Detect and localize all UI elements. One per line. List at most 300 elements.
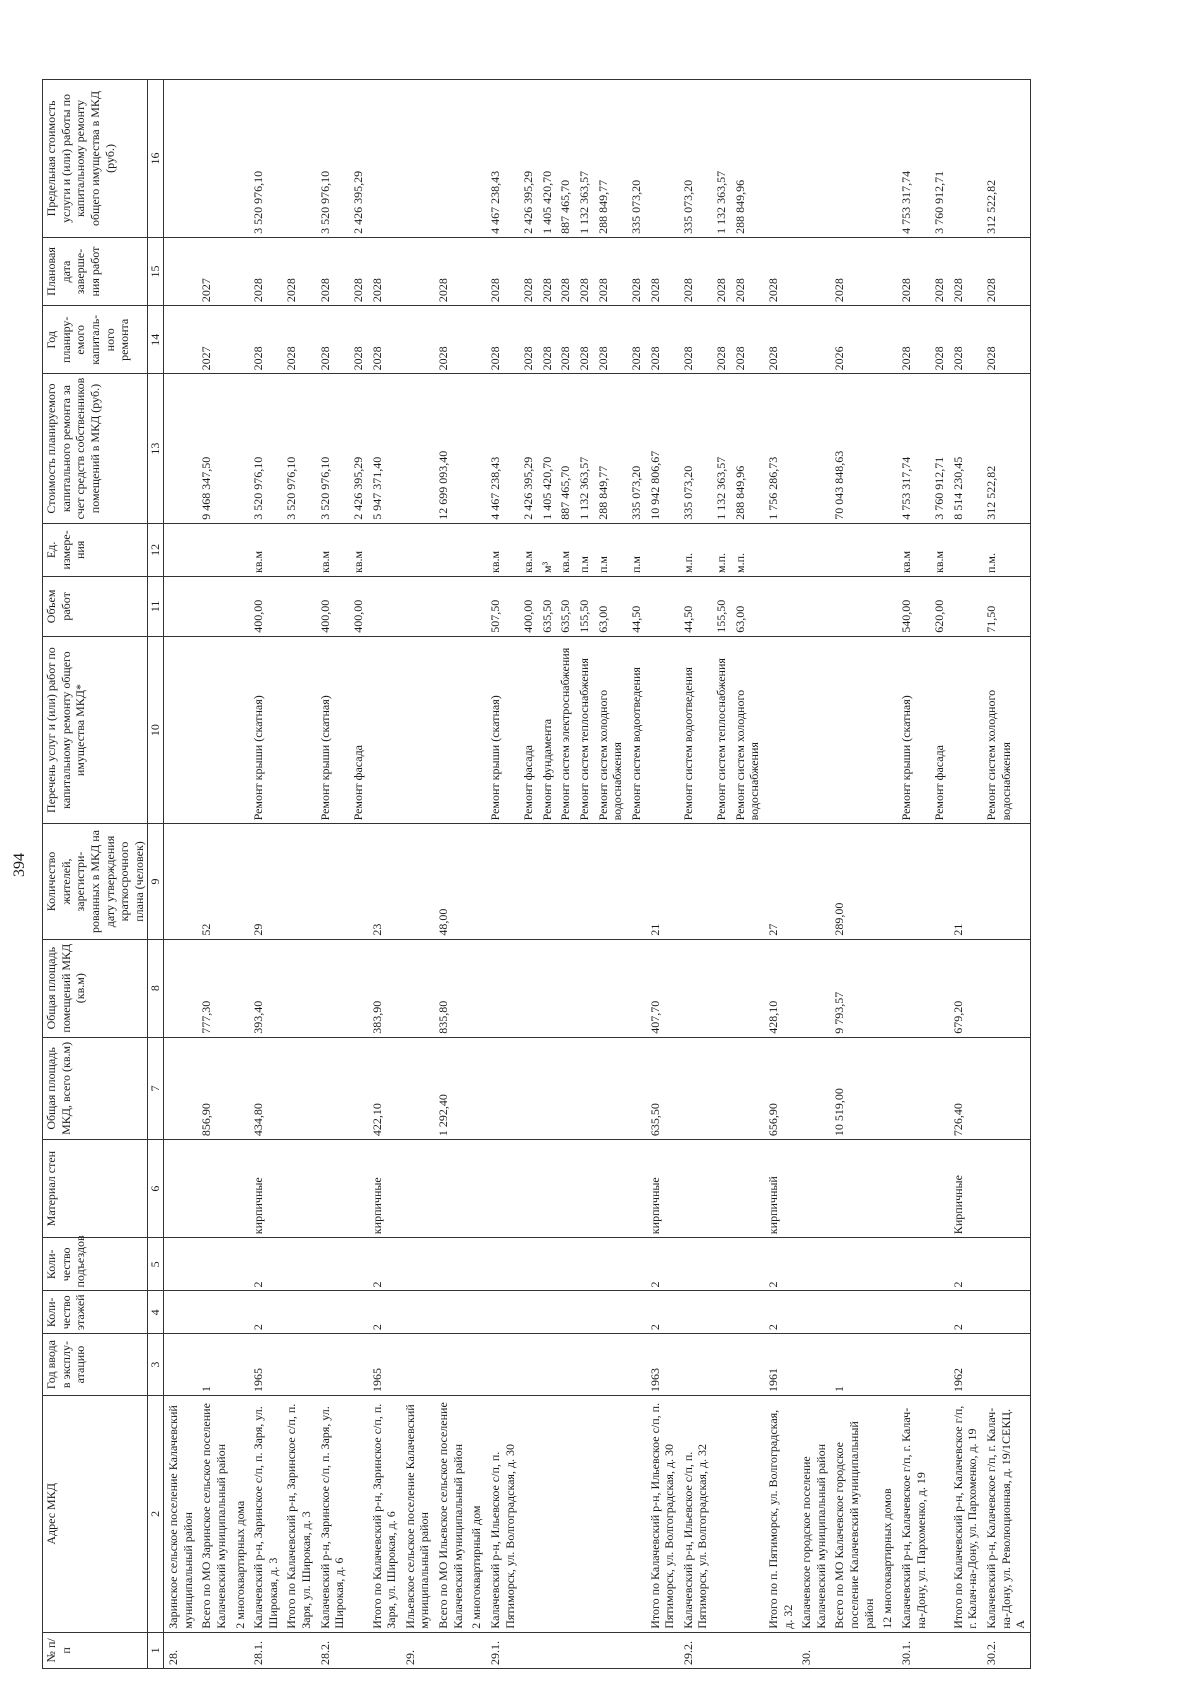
table-cell: 2	[646, 1291, 679, 1334]
column-header: Перечень услуг и (или) работ по капитальному ремонту общего имущества МКД*	[43, 636, 148, 824]
table-cell	[519, 1334, 538, 1396]
table-cell	[282, 1632, 315, 1668]
table-cell	[982, 1291, 1030, 1334]
table-cell	[519, 1037, 538, 1139]
table-row	[627, 80, 646, 1669]
table-cell: 30.1.	[897, 1632, 930, 1668]
table-cell	[712, 1140, 731, 1238]
column-number: 5	[148, 1238, 164, 1291]
table-cell: Ремонт систем холодного водоснабжения	[594, 636, 627, 824]
table-cell: кв.м	[349, 523, 368, 576]
table-cell	[797, 306, 830, 374]
table-cell	[519, 939, 538, 1037]
table-cell	[731, 1291, 764, 1334]
table-cell	[164, 306, 198, 374]
table-cell: 383,90	[368, 939, 401, 1037]
table-row	[764, 80, 797, 1669]
table-cell	[349, 1140, 368, 1238]
table-cell	[575, 939, 594, 1037]
table-cell: 2028	[897, 237, 930, 305]
table-cell: 2028	[249, 306, 282, 374]
table-cell: 2028	[575, 306, 594, 374]
table-cell	[830, 1140, 878, 1238]
table-cell: кв.м	[316, 523, 349, 576]
table-cell	[797, 374, 830, 523]
table-cell	[231, 636, 250, 824]
table-cell	[712, 1238, 731, 1291]
table-cell: 2028	[282, 237, 315, 305]
table-cell	[231, 939, 250, 1037]
table-cell: 1 756 286,73	[764, 374, 797, 523]
table-cell	[538, 1238, 557, 1291]
table-row	[575, 80, 594, 1669]
table-cell	[556, 1037, 575, 1139]
table-cell	[878, 939, 897, 1037]
table-cell: 393,40	[249, 939, 282, 1037]
table-cell: 155,50	[712, 577, 731, 637]
table-cell	[467, 374, 486, 523]
table-cell: 2027	[197, 237, 230, 305]
table-row	[878, 80, 897, 1669]
table-cell: 44,50	[679, 577, 712, 637]
table-cell: 2027	[197, 306, 230, 374]
column-number-row	[148, 80, 164, 1669]
table-cell	[486, 1334, 519, 1396]
table-cell: 63,00	[594, 577, 627, 637]
table-cell: 428,10	[764, 939, 797, 1037]
table-cell: 1	[830, 1334, 878, 1396]
table-cell: 2028	[646, 306, 679, 374]
table-cell	[764, 80, 797, 238]
table-cell	[197, 1140, 230, 1238]
table-cell: 400,00	[316, 577, 349, 637]
table-cell	[878, 824, 897, 939]
table-cell	[627, 824, 646, 939]
table-cell: 3 760 912,71	[930, 374, 949, 523]
table-cell: 1962	[949, 1334, 982, 1396]
table-cell	[731, 824, 764, 939]
table-cell: 2028	[316, 306, 349, 374]
table-cell	[556, 824, 575, 939]
table-cell: 2	[949, 1291, 982, 1334]
table-cell: 71,50	[982, 577, 1030, 637]
table-cell: 29.1.	[486, 1632, 519, 1668]
table-cell	[467, 1632, 486, 1668]
table-cell: 335 073,20	[679, 80, 712, 238]
table-cell	[930, 1334, 949, 1396]
table-cell	[897, 1037, 930, 1139]
table-cell: 335 073,20	[627, 374, 646, 523]
table-cell: 52	[197, 824, 230, 939]
table-cell	[467, 1037, 486, 1139]
table-cell: кирпичные	[368, 1140, 401, 1238]
table-cell	[316, 1037, 349, 1139]
table-cell: 5 947 371,40	[368, 374, 401, 523]
table-cell	[797, 824, 830, 939]
table-cell: 2028	[249, 237, 282, 305]
table-cell	[316, 1140, 349, 1238]
table-cell	[467, 577, 486, 637]
column-number: 16	[148, 80, 164, 238]
table-cell	[797, 237, 830, 305]
table-cell	[797, 636, 830, 824]
table-cell: Калачевский р-н, Калачевское г/п, г. Калач-на-Дону, ул. Пархоменко, д. 19	[897, 1396, 930, 1633]
table-cell	[434, 1238, 467, 1291]
table-cell	[197, 636, 230, 824]
table-cell: Калачевский р-н, Калачевское г/п, г. Калач-на-Дону, ул. Революционная, д. 19/1СЕКЦ. А	[982, 1396, 1030, 1633]
table-cell	[878, 80, 897, 238]
table-cell: 620,00	[930, 577, 949, 637]
table-cell: п.м	[594, 523, 627, 576]
table-cell: Ремонт фасада	[519, 636, 538, 824]
table-cell: Ремонт систем теплоснабжения	[712, 636, 731, 824]
table-cell: 28.1.	[249, 1632, 282, 1668]
table-cell: 2028	[519, 237, 538, 305]
table-cell	[231, 374, 250, 523]
table-cell	[575, 1396, 594, 1633]
table-cell: 4 753 317,74	[897, 374, 930, 523]
table-cell: 288 849,77	[594, 80, 627, 238]
table-cell	[575, 1140, 594, 1238]
table-cell	[231, 1140, 250, 1238]
table-cell: Ремонт крыши (скатная)	[486, 636, 519, 824]
table-cell: м.п.	[731, 523, 764, 576]
table-cell	[731, 1632, 764, 1668]
table-cell: 2028	[316, 237, 349, 305]
table-cell: 2028	[575, 237, 594, 305]
table-cell	[797, 1238, 830, 1291]
table-cell	[878, 523, 897, 576]
table-cell: 2	[249, 1291, 282, 1334]
table-cell	[949, 577, 982, 637]
table-cell: 2 426 395,29	[519, 374, 538, 523]
table-row	[646, 80, 679, 1669]
table-cell	[830, 523, 878, 576]
table-row	[316, 80, 349, 1669]
table-cell: 23	[368, 824, 401, 939]
table-cell: 887 465,70	[556, 80, 575, 238]
table-cell: 2	[764, 1238, 797, 1291]
table-cell: Ремонт систем холодного водоснабжения	[982, 636, 1030, 824]
table-cell	[878, 374, 897, 523]
table-cell	[316, 824, 349, 939]
table-cell: 3 520 976,10	[249, 374, 282, 523]
table-cell	[349, 1396, 368, 1633]
table-cell	[231, 80, 250, 238]
table-cell	[164, 1238, 198, 1291]
table-cell: 2028	[982, 306, 1030, 374]
table-cell	[282, 1291, 315, 1334]
table-row	[830, 80, 878, 1669]
table-row	[519, 80, 538, 1669]
table-cell	[627, 1291, 646, 1334]
table-cell	[897, 1140, 930, 1238]
table-header-row	[43, 80, 148, 1669]
table-cell: 2028	[982, 237, 1030, 305]
table-cell: 2028	[679, 306, 712, 374]
column-header: Материал стен	[43, 1140, 148, 1238]
table-cell	[627, 1238, 646, 1291]
table-cell	[467, 80, 486, 238]
table-cell	[467, 636, 486, 824]
column-number: 7	[148, 1037, 164, 1139]
table-cell	[164, 1334, 198, 1396]
table-cell	[538, 1396, 557, 1633]
table-cell	[930, 1037, 949, 1139]
table-cell: 288 849,96	[731, 80, 764, 238]
table-cell	[878, 1037, 897, 1139]
table-cell: 2028	[712, 237, 731, 305]
table-cell	[627, 1632, 646, 1668]
table-cell	[349, 1291, 368, 1334]
table-cell	[231, 577, 250, 637]
table-cell	[538, 1291, 557, 1334]
table-cell: 2028	[486, 306, 519, 374]
table-cell	[679, 1037, 712, 1139]
table-row	[486, 80, 519, 1669]
table-cell	[401, 939, 434, 1037]
table-cell: 400,00	[519, 577, 538, 637]
column-header: Стоимость планируемого капитального ремонта за счет средств собственников помещений в МКД (руб.)	[43, 374, 148, 523]
table-cell: 434,80	[249, 1037, 282, 1139]
table-cell: 2028	[731, 306, 764, 374]
table-cell: 2028	[594, 237, 627, 305]
table-cell	[679, 1334, 712, 1396]
table-cell: 155,50	[575, 577, 594, 637]
table-cell	[486, 824, 519, 939]
table-cell: Ремонт систем электроснабжения	[556, 636, 575, 824]
table-cell	[486, 1140, 519, 1238]
table-cell: 2028	[368, 306, 401, 374]
table-cell	[401, 824, 434, 939]
table-row	[731, 80, 764, 1669]
column-header: Количество жителей, зарегистри-рованных в МКД на дату утверждения краткосрочного плана (человек)	[43, 824, 148, 939]
table-cell	[556, 939, 575, 1037]
table-cell: 28.	[164, 1632, 198, 1668]
table-cell	[164, 577, 198, 637]
table-cell: 2028	[930, 237, 949, 305]
table-cell	[556, 1632, 575, 1668]
table-row	[679, 80, 712, 1669]
table-cell: 63,00	[731, 577, 764, 637]
table-cell	[575, 1632, 594, 1668]
table-cell	[878, 1291, 897, 1334]
table-cell	[646, 523, 679, 576]
column-number: 12	[148, 523, 164, 576]
table-cell: 422,10	[368, 1037, 401, 1139]
column-header: № п/п	[43, 1632, 148, 1668]
table-cell	[538, 1140, 557, 1238]
table-cell: Ремонт систем водоотведения	[627, 636, 646, 824]
table-cell: 2028	[830, 237, 878, 305]
column-header: Объем работ	[43, 577, 148, 637]
table-cell: 2	[368, 1291, 401, 1334]
column-number: 6	[148, 1140, 164, 1238]
table-row	[538, 80, 557, 1669]
table-cell	[231, 306, 250, 374]
table-cell: Итого по Калачевский р-н, Калачевское г/п, г. Калач-на-Дону, ул. Пархоменко, д. 19	[949, 1396, 982, 1633]
table-cell	[401, 237, 434, 305]
column-number: 10	[148, 636, 164, 824]
table-cell	[797, 577, 830, 637]
table-cell	[486, 939, 519, 1037]
table-row	[930, 80, 949, 1669]
table-cell	[164, 1037, 198, 1139]
table-row	[282, 80, 315, 1669]
table-cell	[231, 523, 250, 576]
table-cell: 635,50	[646, 1037, 679, 1139]
table-cell: 2028	[349, 237, 368, 305]
table-row	[712, 80, 731, 1669]
table-cell: Калачевский р-н, Ильевское с/п, п. Пятиморск, ул. Волгоградская, д. 32	[679, 1396, 712, 1633]
table-cell	[878, 1334, 897, 1396]
table-cell: п.м	[575, 523, 594, 576]
table-cell	[197, 80, 230, 238]
table-cell: 9 468 347,50	[197, 374, 230, 523]
table-cell	[797, 80, 830, 238]
table-cell: 3 520 976,10	[282, 374, 315, 523]
table-cell: Ремонт фасада	[930, 636, 949, 824]
table-cell	[712, 1037, 731, 1139]
table-cell	[164, 939, 198, 1037]
table-cell: 1 405 420,70	[538, 374, 557, 523]
table-cell	[486, 1037, 519, 1139]
table-cell: 1965	[368, 1334, 401, 1396]
table-cell: м³	[538, 523, 557, 576]
table-cell: 2028	[519, 306, 538, 374]
table-cell: 12 многоквартирных домов	[878, 1396, 897, 1633]
table-cell	[434, 1140, 467, 1238]
table-cell: 2028	[679, 237, 712, 305]
table-cell	[401, 374, 434, 523]
table-cell: 4 753 317,74	[897, 80, 930, 238]
table-row	[556, 80, 575, 1669]
table-cell	[930, 1238, 949, 1291]
table-cell	[594, 1396, 627, 1633]
table-cell: 27	[764, 824, 797, 939]
table-cell	[982, 824, 1030, 939]
table-row	[949, 80, 982, 1669]
table-cell: 2 426 395,29	[519, 80, 538, 238]
table-cell	[594, 1037, 627, 1139]
table-cell: 2028	[627, 306, 646, 374]
table-cell	[764, 577, 797, 637]
table-cell: Ремонт фундамента	[538, 636, 557, 824]
table-cell: 2028	[556, 306, 575, 374]
table-cell: Итого по Калачевский р-н, Заринское с/п, п. Заря, ул. Широкая, д. 6	[368, 1396, 401, 1633]
table-cell	[401, 636, 434, 824]
table-cell	[646, 80, 679, 238]
table-cell: 540,00	[897, 577, 930, 637]
table-cell	[679, 939, 712, 1037]
table-cell	[282, 1238, 315, 1291]
table-cell: Всего по МО Заринское сельское поселение Калачевский муниципальный район	[197, 1396, 230, 1633]
table-cell: Ремонт крыши (скатная)	[897, 636, 930, 824]
table-cell: Ремонт систем теплоснабжения	[575, 636, 594, 824]
table-cell: 835,80	[434, 939, 467, 1037]
table-cell: 2	[646, 1238, 679, 1291]
table-cell	[575, 1037, 594, 1139]
column-number: 9	[148, 824, 164, 939]
table-cell	[897, 1291, 930, 1334]
table-cell	[764, 523, 797, 576]
table-cell: 1 132 363,57	[712, 374, 731, 523]
table-cell	[731, 939, 764, 1037]
table-cell	[349, 939, 368, 1037]
table-cell: 679,20	[949, 939, 982, 1037]
table-cell: кв.м	[519, 523, 538, 576]
table-row	[401, 80, 434, 1669]
table-cell: Калачевский р-н, Заринское с/п, п. Заря, ул. Широкая, д. 3	[249, 1396, 282, 1633]
table-cell: Ремонт крыши (скатная)	[316, 636, 349, 824]
table-cell: 29.	[401, 1632, 434, 1668]
table-cell	[164, 523, 198, 576]
table-cell: 887 465,70	[556, 374, 575, 523]
table-cell	[897, 1238, 930, 1291]
table-cell	[797, 939, 830, 1037]
table-cell: Ремонт фасада	[349, 636, 368, 824]
table-cell: 656,90	[764, 1037, 797, 1139]
table-cell	[401, 80, 434, 238]
table-cell: 777,30	[197, 939, 230, 1037]
table-cell	[797, 1037, 830, 1139]
table-cell	[712, 1396, 731, 1633]
table-cell	[401, 306, 434, 374]
table-cell: кв.м	[486, 523, 519, 576]
table-cell: 2028	[282, 306, 315, 374]
table-cell: 856,90	[197, 1037, 230, 1139]
table-cell	[556, 1396, 575, 1633]
table-cell	[164, 80, 198, 238]
table-row	[797, 80, 830, 1669]
table-cell	[197, 1238, 230, 1291]
table-cell: п.м	[627, 523, 646, 576]
table-row	[164, 80, 198, 1669]
table-cell: 335 073,20	[627, 80, 646, 238]
table-cell	[349, 1334, 368, 1396]
table-cell: 30.	[797, 1632, 830, 1668]
table-cell: 2	[249, 1238, 282, 1291]
table-cell	[164, 1291, 198, 1334]
column-header: Плановая дата заверше-ния работ	[43, 237, 148, 305]
table-cell: 289,00	[830, 824, 878, 939]
table-cell	[594, 939, 627, 1037]
table-cell	[627, 1396, 646, 1633]
table-cell	[897, 824, 930, 939]
table-cell	[538, 1037, 557, 1139]
column-number: 13	[148, 374, 164, 523]
column-header: Коли-чество этажей	[43, 1291, 148, 1334]
table-cell	[401, 1291, 434, 1334]
table-cell	[712, 1291, 731, 1334]
table-cell	[316, 1334, 349, 1396]
table-cell	[316, 939, 349, 1037]
table-row	[434, 80, 467, 1669]
table-cell	[679, 1140, 712, 1238]
table-cell: 2028	[349, 306, 368, 374]
table-cell	[797, 1334, 830, 1396]
table-cell	[282, 939, 315, 1037]
table-cell	[538, 1632, 557, 1668]
table-cell	[231, 1238, 250, 1291]
table-cell: 635,50	[556, 577, 575, 637]
table-cell	[349, 1238, 368, 1291]
table-cell: Ремонт крыши (скатная)	[249, 636, 282, 824]
table-cell: 1961	[764, 1334, 797, 1396]
table-cell	[930, 824, 949, 939]
table-cell: кирпичные	[646, 1140, 679, 1238]
table-cell	[349, 1037, 368, 1139]
